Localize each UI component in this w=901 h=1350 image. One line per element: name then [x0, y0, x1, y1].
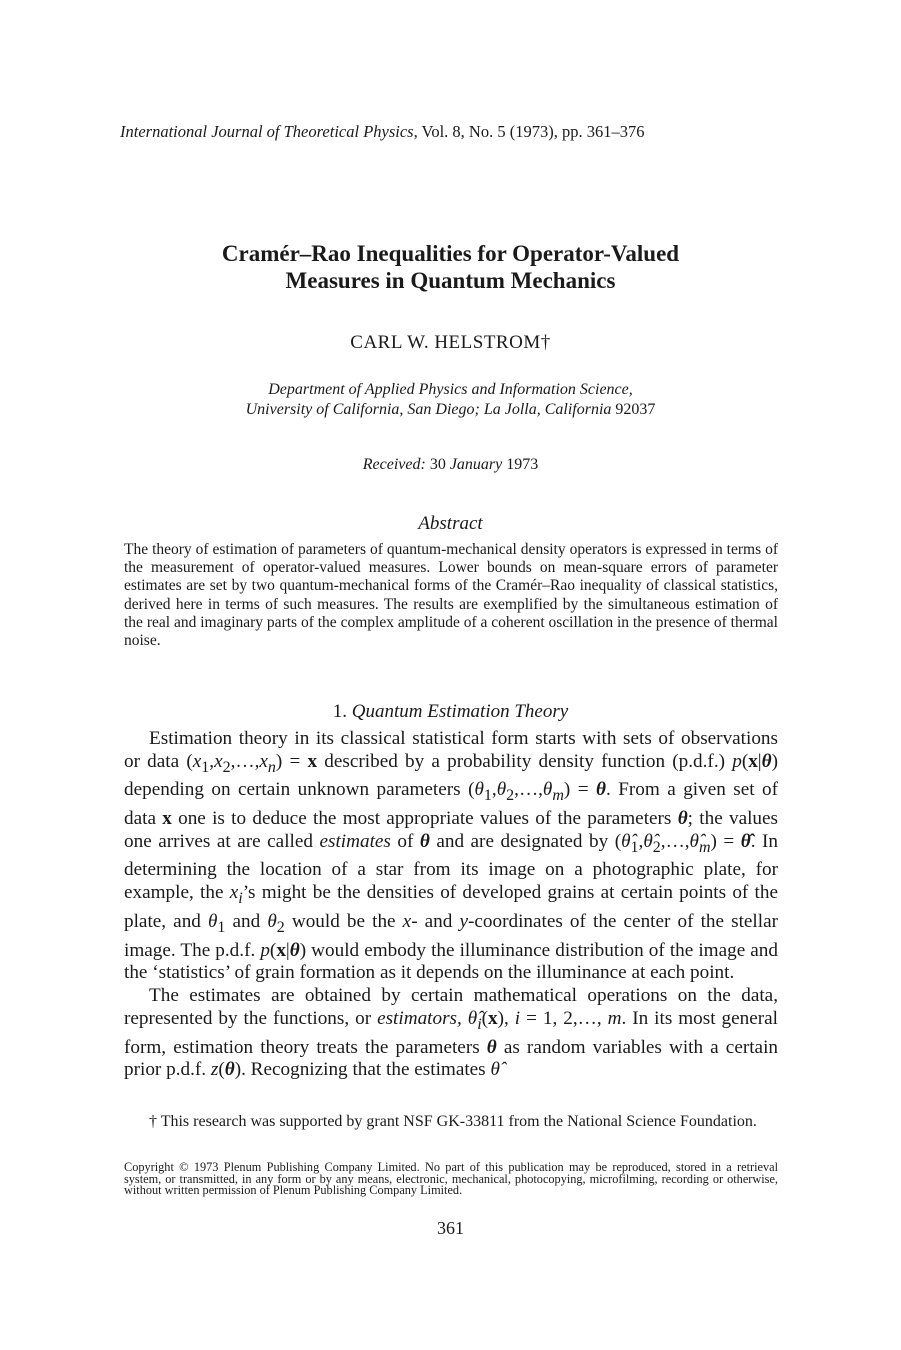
- abstract-heading: Abstract: [418, 513, 483, 534]
- copyright-notice: Copyright © 1973 Plenum Publishing Company Limited. No part of this publication may be reproduced, stored in a retrieval system, or transmitted, in any form or by any means, electronic, mechanical, photocopying, microfilming, recording or otherwise, without written permission of Plenum Publishing Company Limited.: [124, 1160, 778, 1197]
- title-line-2: Measures in Quantum Mechanics: [285, 268, 616, 293]
- article-title: [100, 240, 801, 294]
- affiliation-institution: University of California, San Diego; La Jolla, California: [245, 401, 612, 418]
- author-affiliation: [100, 380, 801, 420]
- body-text: [124, 728, 778, 1082]
- author-name: CARL W. HELSTROM†: [350, 332, 551, 353]
- received-year: 1973: [506, 456, 539, 473]
- affiliation-line-1: Department of Applied Physics and Information Science,: [268, 381, 633, 398]
- journal-volume-pages: , Vol. 8, No. 5 (1973), pp. 361–376: [413, 122, 645, 141]
- page-number: 361: [437, 1218, 464, 1238]
- affiliation-zip: 92037: [615, 401, 656, 418]
- abstract-text: The theory of estimation of parameters of quantum-mechanical density operators is expressed in terms of the measurement of operator-valued measures. Lower bounds on mean-square errors of parameter estimates are set by two quantum-mechanical forms of the Cramér–Rao inequality of classical statistics, derived here in terms of such measures. The results are exemplified by the simultaneous estimation of the real and imaginary parts of the complex amplitude of a coherent oscillation in the presence of thermal noise.: [124, 541, 778, 650]
- journal-name: International Journal of Theoretical Physics: [120, 122, 414, 141]
- received-month: January: [449, 456, 503, 473]
- footnote: † This research was supported by grant NSF GK-33811 from the National Science Foundation.: [149, 1113, 757, 1130]
- section-number: 1.: [332, 701, 348, 722]
- paragraph-2: The estimates are obtained by certain mathematical operations on the data, represented by the functions, or estimators, $\thetâ_i(x)$, i = 1, 2,…, m. In its most general form, estimation theory treats the parameters θ as random variables with a certain prior p.d.f. z(θ). Recognizing that the estimates θ̂: [124, 985, 778, 1081]
- paragraph-1: Estimation theory in its classical statistical form starts with sets of observations or data $(x_1,x_2,\dots,x_n) = x$ described by a probability density function (p.d.f.) p(x|θ) depending on certain unknown parameters $(\theta_1,\theta_2,\dots,\theta_m) = \theta$. From a given set of data x one is to deduce the most appropriate values of the parameters θ; the values one arrives at are called estimates of θ and are designated by $(\thetâ_1,\thetâ_2,\dots,\thetâ_m)$ = θ̂. In determining the location of a star from its image on a photographic plate, for example, the $x_i’s$ might be the densities of developed grains at certain points of the plate, and $\theta_1$ and $\theta_2$ would be the x- and y-coordinates of the center of the stellar image. The p.d.f. p(x|θ) would embody the illuminance distribution of the image and the ‘statistics’ of grain formation as it depends on the illuminance at each point.: [124, 728, 779, 984]
- section-title: Quantum Estimation Theory: [351, 701, 569, 722]
- affiliation-line-2: [100, 400, 801, 420]
- section-heading: [100, 701, 801, 723]
- received-label: Received:: [362, 456, 426, 473]
- received-date: [100, 456, 801, 474]
- received-day: 30: [429, 456, 446, 473]
- journal-citation: [120, 122, 820, 142]
- title-line-1: Cramér–Rao Inequalities for Operator-Valued: [221, 241, 680, 266]
